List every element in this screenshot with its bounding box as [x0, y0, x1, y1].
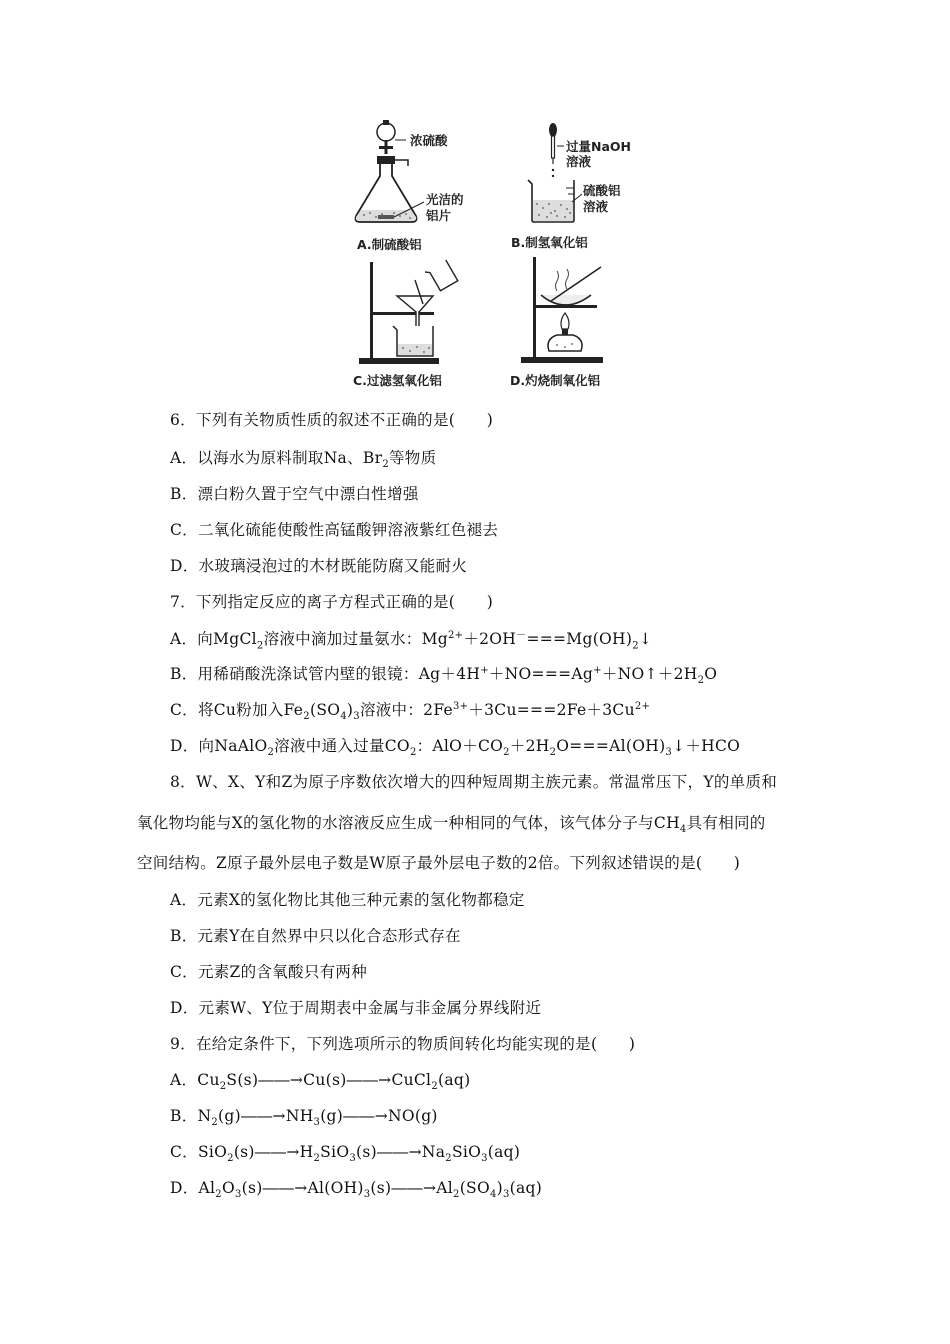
- q6-option-c: C．二氧化硫能使酸性高锰酸钾溶液紫红色褪去: [170, 521, 499, 539]
- q6-stem: 6．下列有关物质性质的叙述不正确的是( ): [170, 411, 494, 429]
- figure-a-solid-label-line1: 光洁的: [426, 192, 464, 207]
- figure-b-reagent-label-line2: 溶液: [566, 154, 592, 169]
- figure-a-reagent-label: 浓硫酸: [410, 133, 448, 148]
- q8-option-d: D．元素W、Y位于周期表中金属与非金属分界线附近: [170, 999, 542, 1017]
- q8-option-b: B．元素Y在自然界中只以化合态形式存在: [170, 927, 461, 945]
- q6-option-d: D．水玻璃浸泡过的木材既能防腐又能耐火: [170, 557, 468, 575]
- figure-d-caption: D.灼烧制氧化铝: [510, 373, 601, 388]
- q9-option-a: A．$Cu_2S(s)――\to Cu(s)――\to CuCl_2(aq)$: [170, 1071, 471, 1093]
- q8-option-c: C．元素Z的含氧酸只有两种: [170, 963, 368, 981]
- q9-option-c: C．$SiO_2(s)――\to H_2SiO_3(s)――\to Na_2SiO_3(aq)$: [170, 1143, 521, 1165]
- figure-b-solution-label-line2: 溶液: [583, 199, 609, 214]
- q8-stem-line2: 氧化物均能与X的氢化物的水溶液反应生成一种相同的气体，该气体分子与$CH_4$具有相同的: [137, 814, 766, 836]
- figure-b-reagent-label-line1: 过量NaOH: [566, 139, 631, 154]
- figure-b-caption: B.制氢氧化铝: [511, 235, 588, 250]
- q7-option-a: A．向MgCl$_2$溶液中滴加过量氨水：$Mg^{2+}+2OH^-===Mg(OH)_2↓$: [170, 630, 653, 652]
- q6-option-b: B．漂白粉久置于空气中漂白性增强: [170, 485, 419, 503]
- q7-option-b: B．用稀硝酸洗涤试管内壁的银镜：$Ag+4H^++NO===Ag^++NO↑+2H_2O$: [170, 664, 718, 687]
- figure-a-caption: A.制硫酸铝: [357, 237, 422, 252]
- q8-stem-line1: 8．W、X、Y和Z为原子序数依次增大的四种短周期主族元素。常温常压下，Y的单质和: [170, 773, 778, 791]
- q8-option-a: A．元素X的氢化物比其他三种元素的氢化物都稳定: [170, 891, 525, 909]
- q8-stem-line3: 空间结构。Z原子最外层电子数是W原子最外层电子数的2倍。下列叙述错误的是( ): [137, 854, 741, 872]
- q9-option-b: B．$N_2(g)――\to NH_3(g)――\to NO(g)$: [170, 1107, 438, 1129]
- figure-c-apparatus: [355, 258, 465, 368]
- figure-a-solid-label-line2: 铝片: [426, 208, 452, 223]
- q6-option-a: A．以海水为原料制取Na、$Br_2$等物质: [170, 449, 437, 471]
- q9-stem: 9．在给定条件下，下列选项所示的物质间转化均能实现的是( ): [170, 1035, 636, 1053]
- q7-option-c: C．将Cu粉加入$Fe_2(SO_4)_3$溶液中：$2Fe^{3+}+3Cu===2Fe+3Cu^{2+}$: [170, 700, 651, 723]
- q7-stem: 7．下列指定反应的离子方程式正确的是( ): [170, 593, 494, 611]
- figure-c-caption: C.过滤氢氧化铝: [353, 373, 442, 388]
- figure-b-solution-label-line1: 硫酸铝: [583, 183, 621, 198]
- figure-d-apparatus: [515, 255, 615, 367]
- q9-option-d: D．$Al_2O_3(s)――\to Al(OH)_3(s)――\to Al_2(SO_4)_3(aq)$: [170, 1179, 543, 1201]
- q7-option-d: D．向NaAlO$_2$溶液中通入过量$CO_2$：$AlO+CO_2+2H_2O===Al(OH)_3↓+HCO$: [170, 737, 741, 759]
